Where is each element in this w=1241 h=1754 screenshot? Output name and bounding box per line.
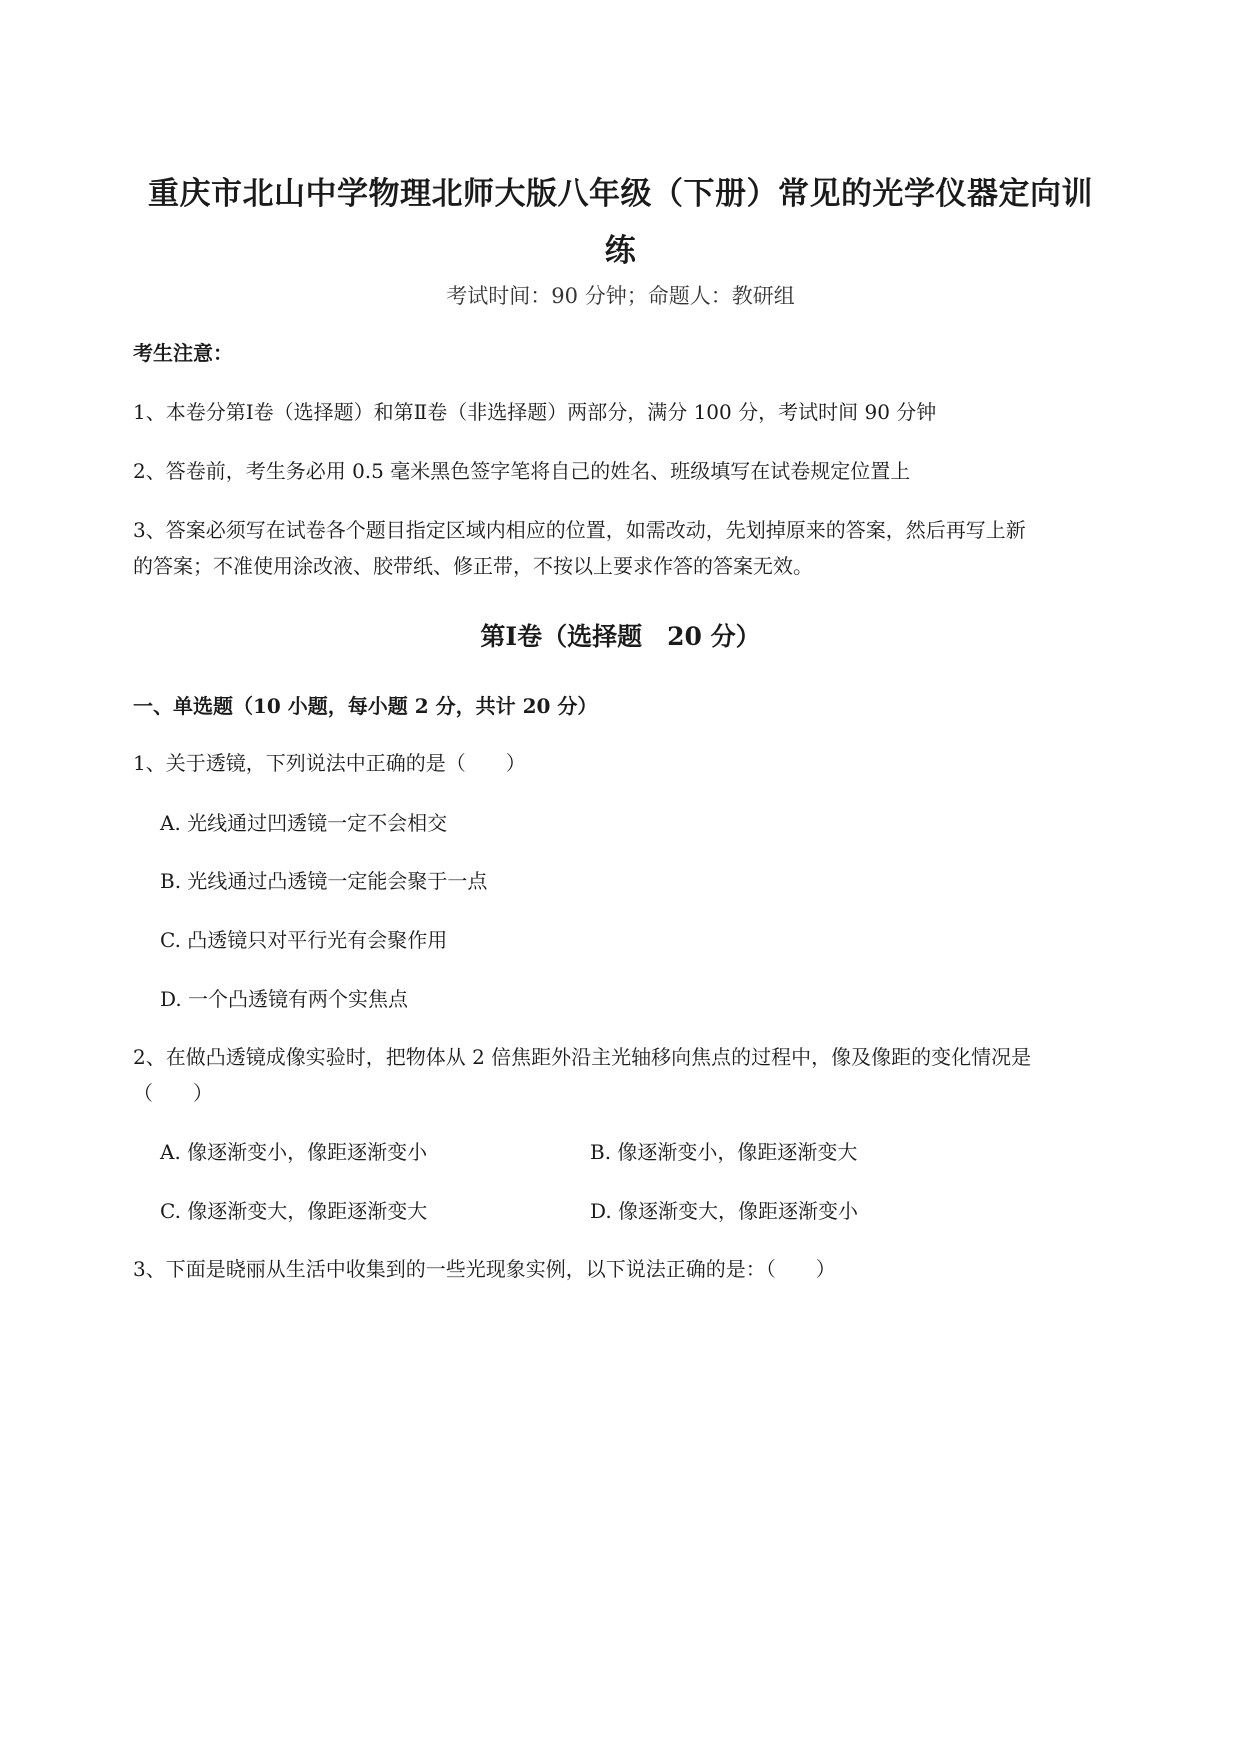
notice-item-3-line-2: 的答案；不准使用涂改液、胶带纸、修正带，不按以上要求作答的答案无效。 — [133, 554, 813, 578]
question-2-option-a: A. 像逐渐变小，像距逐渐变小 — [160, 1140, 428, 1164]
question-2-option-b: B. 像逐渐变小，像距逐渐变大 — [590, 1140, 858, 1164]
section-title: 第Ⅰ卷（选择题 20 分） — [480, 622, 761, 651]
question-1-option-d: D. 一个凸透镜有两个实焦点 — [160, 987, 409, 1011]
question-2-option-c: C. 像逐渐变大，像距逐渐变大 — [160, 1199, 428, 1223]
notice-item-1: 1、本卷分第Ⅰ卷（选择题）和第Ⅱ卷（非选择题）两部分，满分 100 分，考试时间 90 分钟 — [133, 400, 937, 424]
question-3-stem: 3、下面是晓丽从生活中收集到的一些光现象实例，以下说法正确的是：（ ） — [133, 1257, 836, 1281]
notice-label: 考生注意： — [133, 341, 233, 365]
exam-title-line-1: 重庆市北山中学物理北师大版八年级（下册）常见的光学仪器定向训 — [148, 176, 1093, 212]
question-1-option-b: B. 光线通过凸透镜一定能会聚于一点 — [160, 869, 488, 893]
question-1-stem: 1、关于透镜，下列说法中正确的是（ ） — [133, 751, 526, 775]
question-1-option-a: A. 光线通过凹透镜一定不会相交 — [160, 811, 448, 835]
notice-item-2: 2、答卷前，考生务必用 0.5 毫米黑色签字笔将自己的姓名、班级填写在试卷规定位置上 — [133, 459, 911, 483]
question-2-option-d: D. 像逐渐变大，像距逐渐变小 — [590, 1199, 859, 1223]
question-1-option-c: C. 凸透镜只对平行光有会聚作用 — [160, 928, 448, 952]
question-2-stem-line-1: 2、在做凸透镜成像实验时，把物体从 2 倍焦距外沿主光轴移向焦点的过程中，像及像距的变化情况是 — [133, 1045, 1032, 1069]
exam-subtitle: 考试时间：90 分钟；命题人：教研组 — [446, 284, 795, 308]
exam-title-line-2: 练 — [604, 233, 637, 269]
question-2-stem-line-2: （ ） — [133, 1081, 213, 1105]
notice-item-3-line-1: 3、答案必须写在试卷各个题目指定区域内相应的位置，如需改动，先划掉原来的答案，然后再写上新 — [133, 518, 1026, 542]
part-heading: 一、单选题（10 小题，每小题 2 分，共计 20 分） — [133, 694, 598, 718]
